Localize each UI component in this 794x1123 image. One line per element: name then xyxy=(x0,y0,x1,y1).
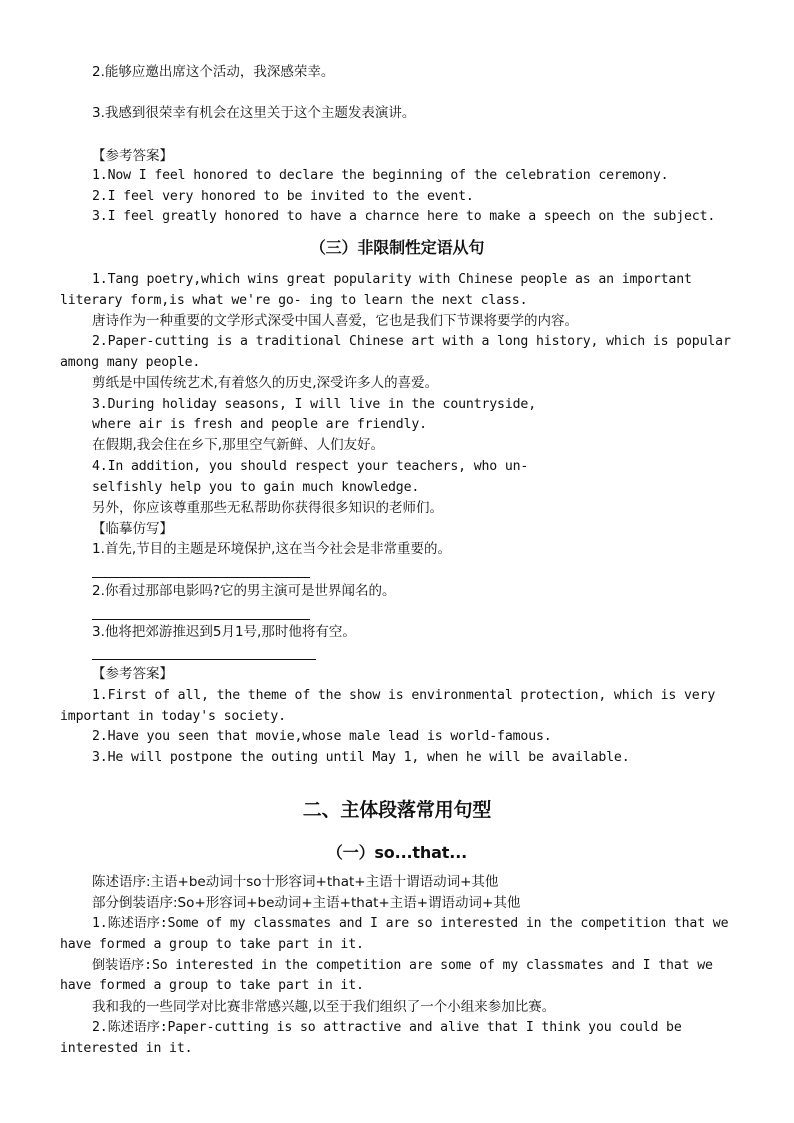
so-that-inverted-line-b: have formed a group to take part in it. xyxy=(60,978,364,993)
example-2-line-a: 2.Paper-cutting is a traditional Chinese art with a long history, which is popular xyxy=(92,334,731,349)
pattern-declarative: 陈述语序:主语+be动词十so十形容词+that+主语十谓语动词+其他 xyxy=(92,874,499,890)
example-4-line-a: 4.In addition, you should respect your teachers, who un- xyxy=(92,459,529,474)
example-1-line-b: literary form,is what we're go- ing to learn the next class. xyxy=(60,293,528,308)
prompt-line-3: 3.我感到很荣幸有机会在这里关于这个主题发表演讲。 xyxy=(92,105,416,121)
example-1-translation: 唐诗作为一种重要的文学形式深受中国人喜爱，它也是我们下节课将要学的内容。 xyxy=(92,313,578,329)
answer2-item-3: 3.He will postpone the outing until May 1, when he will be available. xyxy=(92,750,630,765)
part-heading-body-paragraph: 二、主体段落常用句型 xyxy=(302,799,492,821)
example-1-line-a: 1.Tang poetry,which wins great popularity with Chinese people as an important xyxy=(92,272,692,287)
example-2-translation: 剪纸是中国传统艺术,有着悠久的历史,深受许多人的喜爱。 xyxy=(92,375,439,391)
example-3-translation: 在假期,我会住在乡下,那里空气新鲜、人们友好。 xyxy=(92,437,385,453)
so-that-inverted-line-a: 倒装语序:So interested in the competition are some of my classmates and I that we xyxy=(92,958,713,973)
so-that-example-2-line-b: interested in it. xyxy=(60,1041,193,1056)
practice-blank-3[interactable] xyxy=(92,659,316,660)
example-3-line-b: where air is fresh and people are friendly. xyxy=(92,417,427,432)
so-that-example-1-line-a: 1.陈述语序:Some of my classmates and I are so interested in the competition that we xyxy=(92,916,729,931)
example-4-translation: 另外，你应该尊重那些无私帮助你获得很多知识的老师们。 xyxy=(92,500,443,516)
example-2-line-b: among many people. xyxy=(60,355,201,370)
example-3-line-a: 3.During holiday seasons, I will live in the countryside, xyxy=(92,397,537,412)
answer-label: 【参考答案】 xyxy=(92,148,173,164)
pattern-inverted: 部分倒装语序:So+形容词+be动词+主语+that+主语+谓语动词+其他 xyxy=(92,895,521,911)
answer2-item-2: 2.Have you seen that movie,whose male lead is world-famous. xyxy=(92,729,552,744)
answer-item-3: 3.I feel greatly honored to have a charnce here to make a speech on the subject. xyxy=(92,209,716,224)
practice-blank-2[interactable] xyxy=(92,619,310,620)
answer-label-2: 【参考答案】 xyxy=(92,666,173,682)
answer2-item-1-line-b: important in today's society. xyxy=(60,709,286,724)
answer2-item-1-line-a: 1.First of all, the theme of the show is environmental protection, which is very xyxy=(92,688,716,703)
so-that-example-1-line-b: have formed a group to take part in it. xyxy=(60,937,364,952)
practice-blank-1[interactable] xyxy=(92,577,310,578)
so-that-example-1-translation: 我和我的一些同学对比赛非常感兴趣,以至于我们组织了一个小组来参加比赛。 xyxy=(92,999,556,1015)
answer-item-1: 1.Now I feel honored to declare the beginning of the celebration ceremony. xyxy=(92,168,669,183)
answer-item-2: 2.I feel very honored to be invited to the event. xyxy=(92,189,474,204)
prompt-line-2: 2.能够应邀出席这个活动，我深感荣幸。 xyxy=(92,64,335,80)
so-that-example-2-line-a: 2.陈述语序:Paper-cutting is so attractive and alive that I think you could be xyxy=(92,1020,682,1035)
practice-label: 【临摹仿写】 xyxy=(92,521,173,537)
example-4-line-b: selfishly help you to gain much knowledge. xyxy=(92,480,420,495)
practice-item-2: 2.你看过那部电影吗?它的男主演可是世界闻名的。 xyxy=(92,583,396,599)
section-heading-nonrestrictive: （三）非限制性定语从句 xyxy=(309,238,485,257)
practice-item-3: 3.他将把郊游推迟到5月1号,那时他将有空。 xyxy=(92,624,356,640)
subsection-heading-so-that: （一）so...that... xyxy=(326,843,468,862)
practice-item-1: 1.首先,节目的主题是环境保护,这在当今社会是非常重要的。 xyxy=(92,541,451,557)
